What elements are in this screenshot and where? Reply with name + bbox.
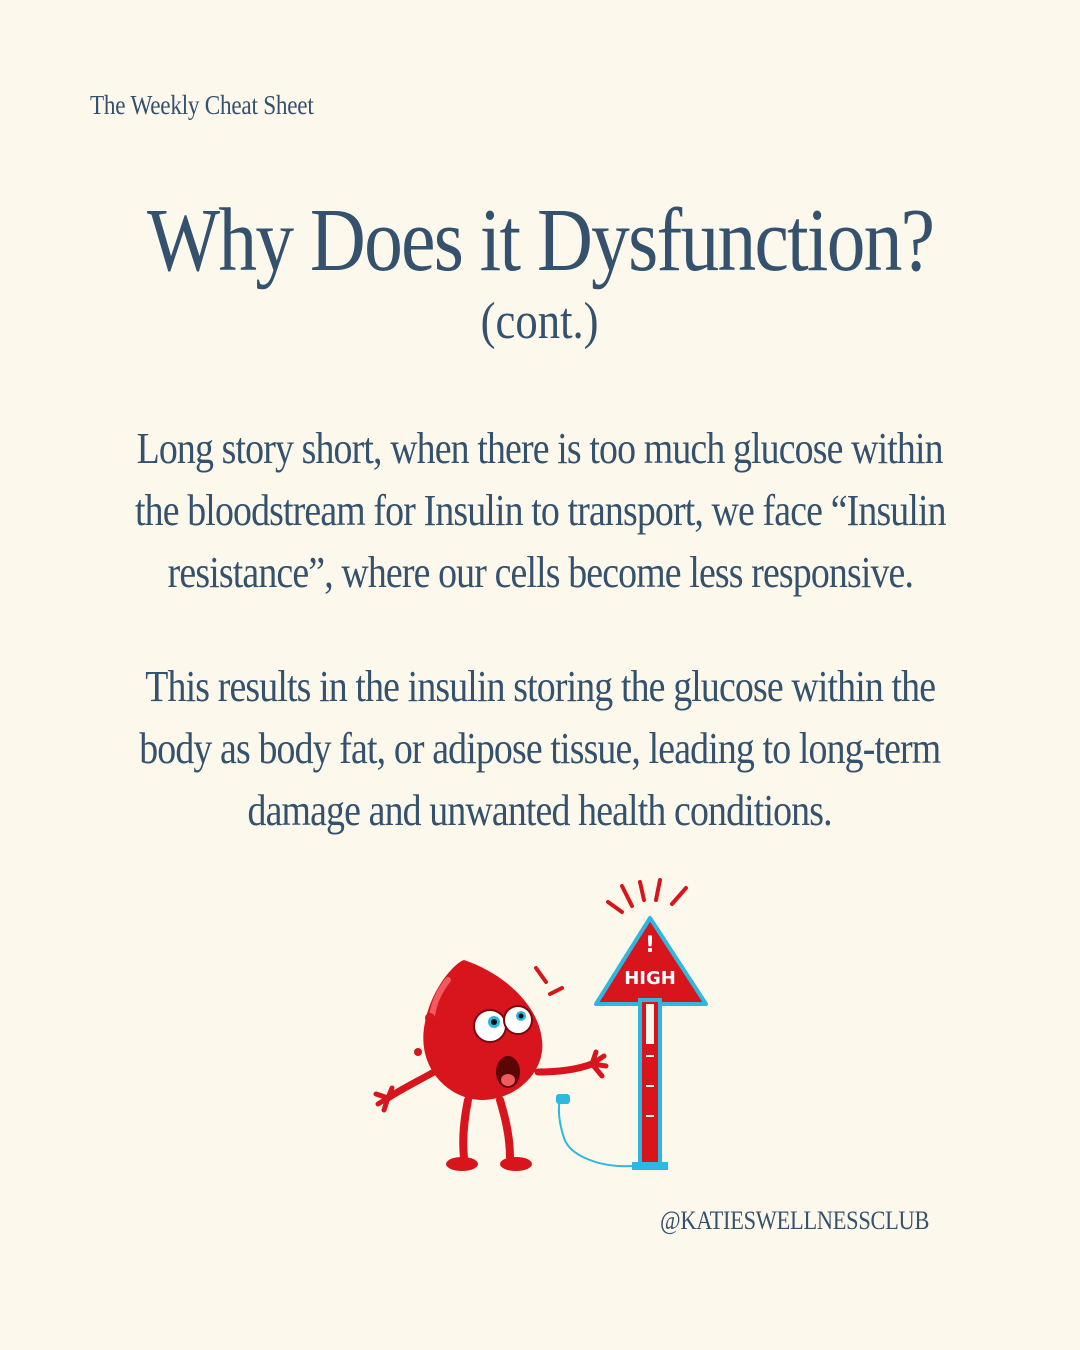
paragraph-fat-storage [40,656,1040,842]
blood-drop-glucose-meter-icon [360,876,720,1176]
social-handle: @KATIESWELLNESSCLUB [660,1206,930,1235]
paragraph-line-text: body as body fat, or adipose tissue, leading to long-term [139,724,941,773]
paragraph-insulin-resistance [40,418,1040,604]
paragraph-line [40,718,1040,780]
page-title-text: Why Does it Dysfunction? [146,191,934,290]
paragraph-line [40,418,1040,480]
paragraph-line-text: resistance”, where our cells become less responsive. [167,548,913,597]
alert-rays-icon [608,880,686,912]
paragraph-line [40,542,1040,604]
page-subtitle [0,293,1080,350]
glucose-meter-icon [596,918,706,1170]
paragraph-line [40,656,1040,718]
page-title [0,191,1080,290]
series-label: The Weekly Cheat Sheet [90,90,314,120]
paragraph-line-text: damage and unwanted health conditions. [247,786,833,835]
paragraph-line-text: the bloodstream for Insulin to transport, we face “Insulin [134,486,946,535]
paragraph-line [40,480,1040,542]
paragraph-line-text: Long story short, when there is too much glucose within [136,424,944,473]
paragraph-line [40,780,1040,842]
paragraph-line-text: This results in the insulin storing the glucose within the [145,662,935,711]
page-subtitle-text: (cont.) [481,293,599,350]
meter-symbol: ! [644,933,656,958]
blood-drop-icon [376,960,606,1171]
meter-label: HIGH [624,968,676,989]
